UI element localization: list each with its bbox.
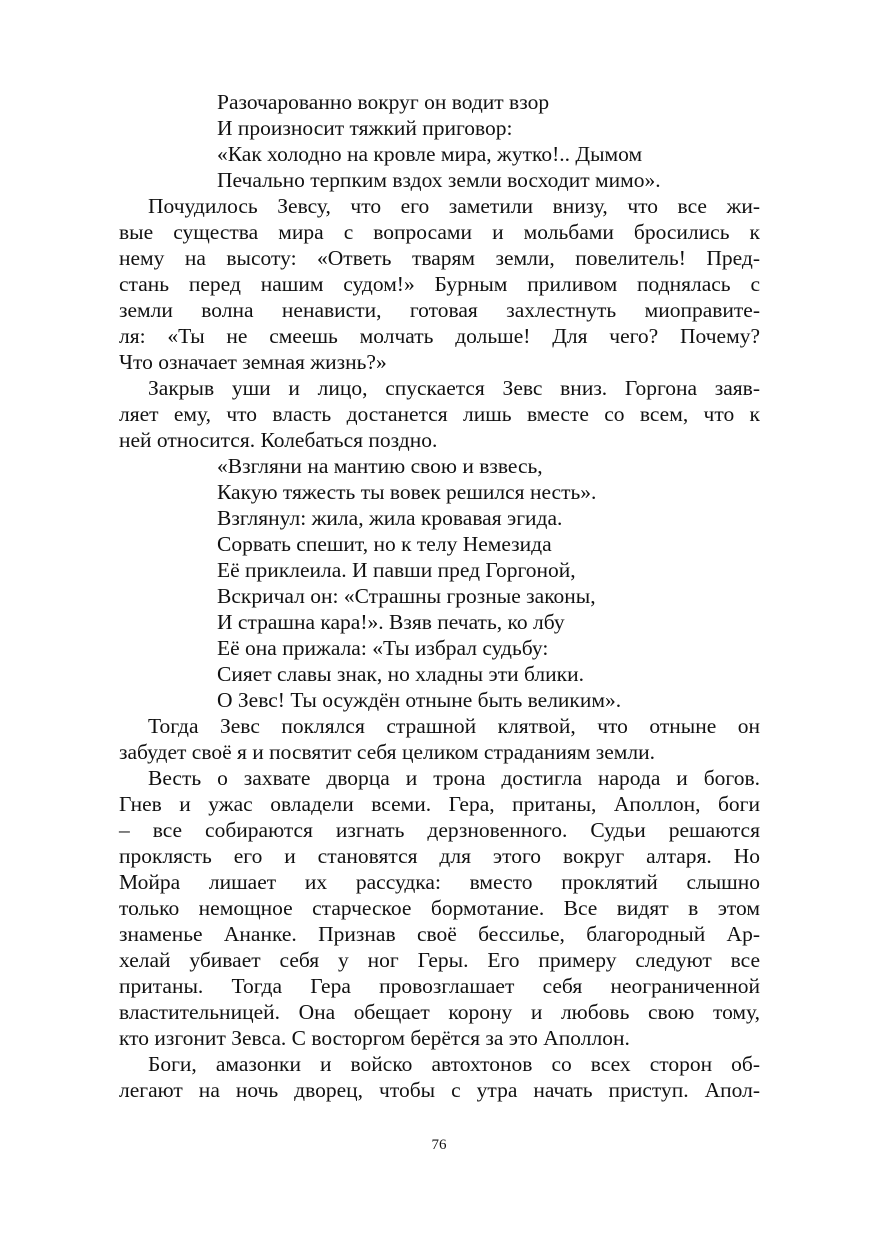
paragraph [119, 765, 760, 1051]
verse-line: «Взгляни на мантию свою и взвесь, [217, 454, 543, 478]
paragraph [119, 193, 760, 375]
paragraph-line: легают на ночь дворец, чтобы с утра начать приступ. Апол- [119, 1078, 760, 1102]
paragraph-line: проклясть его и становятся для этого вокруг алтаря. Но [119, 844, 760, 868]
verse-line: Какую тяжесть ты вовек решился несть». [217, 480, 597, 504]
verse-line: Её приклеила. И павши пред Горгоной, [217, 558, 576, 582]
paragraph-line: кто изгонит Зевса. С восторгом берётся за это Аполлон. [119, 1026, 630, 1050]
verse-line: Её она прижала: «Ты избрал судьбу: [217, 636, 549, 660]
paragraph-line: Гнев и ужас овладели всеми. Гера, пританы, Аполлон, боги [119, 792, 760, 816]
paragraph-line: – все собираются изгнать дерзновенного. Судьи решаются [119, 818, 760, 842]
verse-line: Разочарованно вокруг он водит взор [217, 90, 550, 114]
verse-line: Сияет славы знак, но хладны эти блики. [217, 662, 584, 686]
paragraph-line: ля: «Ты не смеешь молчать дольше! Для чего? Почему? [119, 324, 760, 348]
page-number: 76 [431, 1137, 447, 1153]
paragraph-line: пританы. Тогда Гера провозглашает себя неограниченной [119, 974, 760, 998]
paragraph-line: ляет ему, что власть достанется лишь вместе со всем, что к [119, 402, 760, 426]
paragraph [119, 375, 760, 453]
page-body [119, 89, 760, 1103]
verse-line: «Как холодно на кровле мира, жутко!.. Дымом [217, 142, 643, 166]
paragraph [119, 1051, 760, 1103]
verse-stanza [119, 89, 760, 193]
paragraph-line: знаменье Ананке. Признав своё бессилье, благородный Ар- [119, 922, 760, 946]
verse-line: Сорвать спешит, но к телу Немезида [217, 532, 552, 556]
paragraph-line: Боги, амазонки и войско автохтонов со всех сторон об- [148, 1052, 760, 1076]
verse-stanza [119, 453, 760, 713]
paragraph-line: Весть о захвате дворца и трона достигла народа и богов. [148, 766, 760, 790]
verse-line: И страшна кара!». Взяв печать, ко лбу [217, 610, 565, 634]
paragraph-line: стань перед нашим судом!» Бурным приливом поднялась с [119, 272, 760, 296]
paragraph-line: ней относится. Колебаться поздно. [119, 428, 438, 452]
paragraph-line: земли волна ненависти, готовая захлестнуть миоправите- [119, 298, 760, 322]
paragraph-line: только немощное старческое бормотание. Все видят в этом [119, 896, 760, 920]
verse-line: Печально терпким вздох земли восходит мимо». [217, 168, 661, 192]
paragraph-line: хелай убивает себя у ног Геры. Его примеру следуют все [119, 948, 760, 972]
verse-line: О Зевс! Ты осуждён отныне быть великим». [217, 688, 622, 712]
paragraph-line: Что означает земная жизнь?» [119, 350, 387, 374]
verse-line: Взглянул: жила, жила кровавая эгида. [217, 506, 563, 530]
paragraph [119, 713, 760, 765]
paragraph-line: Почудилось Зевсу, что его заметили внизу, что все жи- [148, 194, 760, 218]
paragraph-line: нему на высоту: «Ответь тварям земли, повелитель! Пред- [119, 246, 760, 270]
paragraph-line: властительницей. Она обещает корону и любовь свою тому, [119, 1000, 760, 1024]
paragraph-line: Мойра лишает их рассудка: вместо проклятий слышно [119, 870, 760, 894]
paragraph-line: вые существа мира с вопросами и мольбами бросились к [119, 220, 760, 244]
verse-line: И произносит тяжкий приговор: [217, 116, 513, 140]
verse-line: Вскричал он: «Страшны грозные законы, [217, 584, 596, 608]
paragraph-line: Закрыв уши и лицо, спускается Зевс вниз. Горгона заяв- [148, 376, 760, 400]
paragraph-line: Тогда Зевс поклялся страшной клятвой, что отныне он [148, 714, 760, 738]
paragraph-line: забудет своё я и посвятит себя целиком страданиям земли. [119, 740, 656, 764]
